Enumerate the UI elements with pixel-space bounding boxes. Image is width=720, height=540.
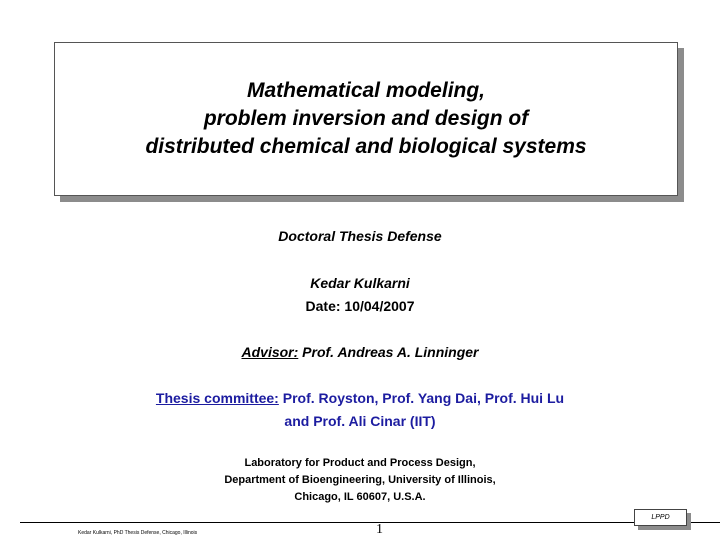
title-box — [54, 42, 678, 196]
committee-line-1 — [0, 390, 720, 408]
footer-text: Kedar Kulkarni, PhD Thesis Defense, Chicago, Illinois — [78, 530, 198, 536]
title-line-1: Mathematical modeling, — [246, 79, 486, 102]
lab-line-3: Chicago, IL 60607, U.S.A. — [294, 491, 426, 503]
title-line-3: distributed chemical and biological systems — [145, 135, 587, 158]
committee-line-2: and Prof. Ali Cinar (IIT) — [284, 413, 436, 429]
title-line-2: problem inversion and design of — [203, 107, 529, 130]
subtitle: Doctoral Thesis Defense — [278, 228, 442, 244]
advisor-label: Advisor: — [241, 344, 299, 360]
page-number: 1 — [376, 522, 383, 537]
lab-line-1: Laboratory for Product and Process Design, — [244, 457, 476, 469]
lab-line-2: Department of Bioengineering, University of Illinois, — [224, 474, 496, 486]
advisor-name: Prof. Andreas A. Linninger — [298, 344, 479, 360]
advisor-line — [0, 344, 720, 362]
footer-divider — [20, 522, 720, 523]
committee-members: Prof. Royston, Prof. Yang Dai, Prof. Hui Lu — [278, 390, 565, 406]
author-name: Kedar Kulkarni — [310, 275, 410, 291]
committee-label: Thesis committee: — [155, 390, 279, 406]
presentation-date: Date: 10/04/2007 — [305, 298, 415, 314]
lppd-logo: LPPD — [634, 509, 687, 526]
